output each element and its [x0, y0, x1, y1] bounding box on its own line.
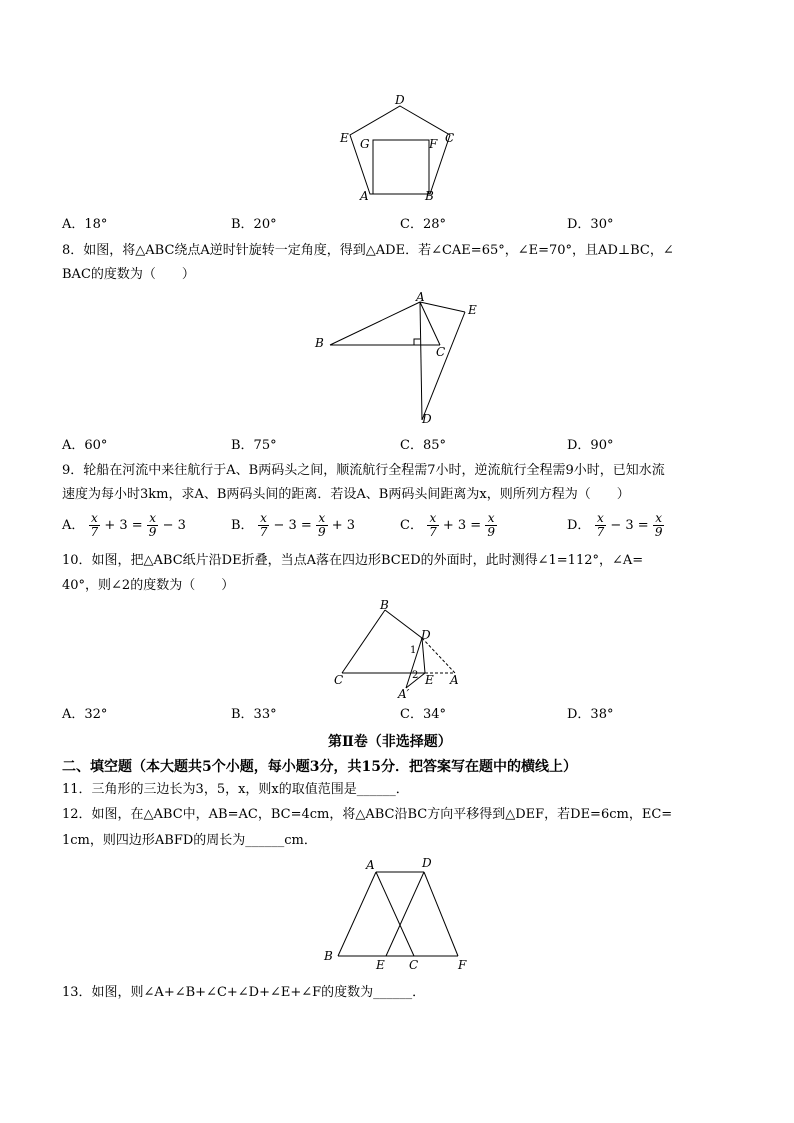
label-C: C — [436, 345, 446, 359]
q10-option-a: A．32° — [62, 707, 108, 722]
label-B: B — [380, 598, 389, 612]
q8-option-c: C．85° — [400, 438, 446, 453]
label-B: B — [315, 336, 324, 350]
label-E: E — [468, 303, 477, 317]
label-E: E — [376, 958, 385, 972]
q7-option-c: C．28° — [400, 217, 446, 232]
q13-text: 13．如图，则∠A+∠B+∠C+∠D+∠E+∠F的度数为______． — [62, 985, 426, 1000]
q10-option-b: B．33° — [231, 707, 277, 722]
label-D: D — [395, 93, 405, 107]
label-D: D — [421, 628, 431, 642]
label-D: D — [422, 412, 432, 426]
q12-text-line2: 1cm，则四边形ABFD的周长为______cm． — [62, 833, 317, 848]
label-E: E — [425, 673, 434, 687]
pentagon-square-figure — [330, 90, 470, 210]
q12-text-line1: 12．如图，在△ABC中，AB=AC，BC=4cm，将△ABC沿BC方向平移得到△DEF，若DE=6cm，EC= — [62, 807, 673, 822]
q10-text-line1: 10．如图，把△ABC纸片沿DE折叠，当点A落在四边形BCED的外面时，此时测得∠1=112°，∠A= — [62, 553, 644, 568]
q9-option-c: C． $\frac{x}{7}$ + 3 = $\frac{x}{9}$ — [400, 511, 495, 539]
label-angle-1: 1 — [410, 645, 417, 656]
label-A: A — [366, 858, 375, 872]
label-B: B — [425, 189, 434, 203]
q9-option-d: D． $\frac{x}{7}$ − 3 = $\frac{x}{9}$ — [567, 511, 663, 539]
q7-option-a: A．18° — [62, 217, 108, 232]
q8-text-line1: 8．如图，将△ABC绕点A逆时针旋转一定角度，得到△ADE．若∠CAE=65°，∠E=70°，且AD⊥BC，∠ — [62, 243, 674, 258]
label-E: E — [340, 131, 349, 145]
label-A-prime: A′ — [398, 687, 410, 701]
q10-option-d: D．38° — [567, 707, 614, 722]
label-A: A — [416, 290, 425, 304]
q9-option-a: A． $\frac{x}{7}$ + 3 = $\frac{x}{9}$ − 3 — [62, 511, 186, 539]
q9-text-line1: 9．轮船在河流中来往航行于A、B两码头之间，顺流航行全程需7小时，逆流航行全程需9小时，已知水流 — [62, 463, 665, 478]
label-A: A — [450, 673, 459, 687]
label-angle-2: 2 — [412, 670, 419, 681]
q8-option-b: B．75° — [231, 438, 277, 453]
label-D: D — [422, 856, 432, 870]
label-C: C — [334, 673, 344, 687]
label-F: F — [458, 958, 467, 972]
q8-option-a: A．60° — [62, 438, 108, 453]
label-F: F — [429, 137, 438, 151]
q8-text-line2: BAC的度数为（ ） — [62, 267, 195, 282]
q9-text-line2: 速度为每小时3km，求A、B两码头间的距离．若设A、B两码头间距离为x，则所列方程为（ ） — [62, 487, 630, 502]
label-G: G — [360, 137, 370, 151]
translated-triangles-figure — [318, 852, 478, 972]
q7-option-d: D．30° — [567, 217, 614, 232]
folded-triangle-figure — [330, 598, 470, 703]
q11-text: 11．三角形的三边长为3，5，x，则x的取值范围是______． — [62, 782, 409, 797]
label-A: A — [360, 189, 369, 203]
section2-title: 二、填空题（本大题共5个小题，每小题3分，共15分．把答案写在题中的横线上） — [62, 759, 577, 775]
q10-option-c: C．34° — [400, 707, 446, 722]
q10-text-line2: 40°，则∠2的度数为（ ） — [62, 578, 235, 593]
label-C: C — [445, 131, 455, 145]
rotation-triangle-figure — [310, 290, 490, 430]
q9-option-b: B． $\frac{x}{7}$ − 3 = $\frac{x}{9}$ + 3 — [231, 511, 356, 539]
q8-option-d: D．90° — [567, 438, 614, 453]
part2-title: 第Ⅱ卷（非选择题） — [328, 734, 452, 750]
label-C: C — [409, 958, 419, 972]
q7-option-b: B．20° — [231, 217, 277, 232]
label-B: B — [324, 949, 333, 963]
